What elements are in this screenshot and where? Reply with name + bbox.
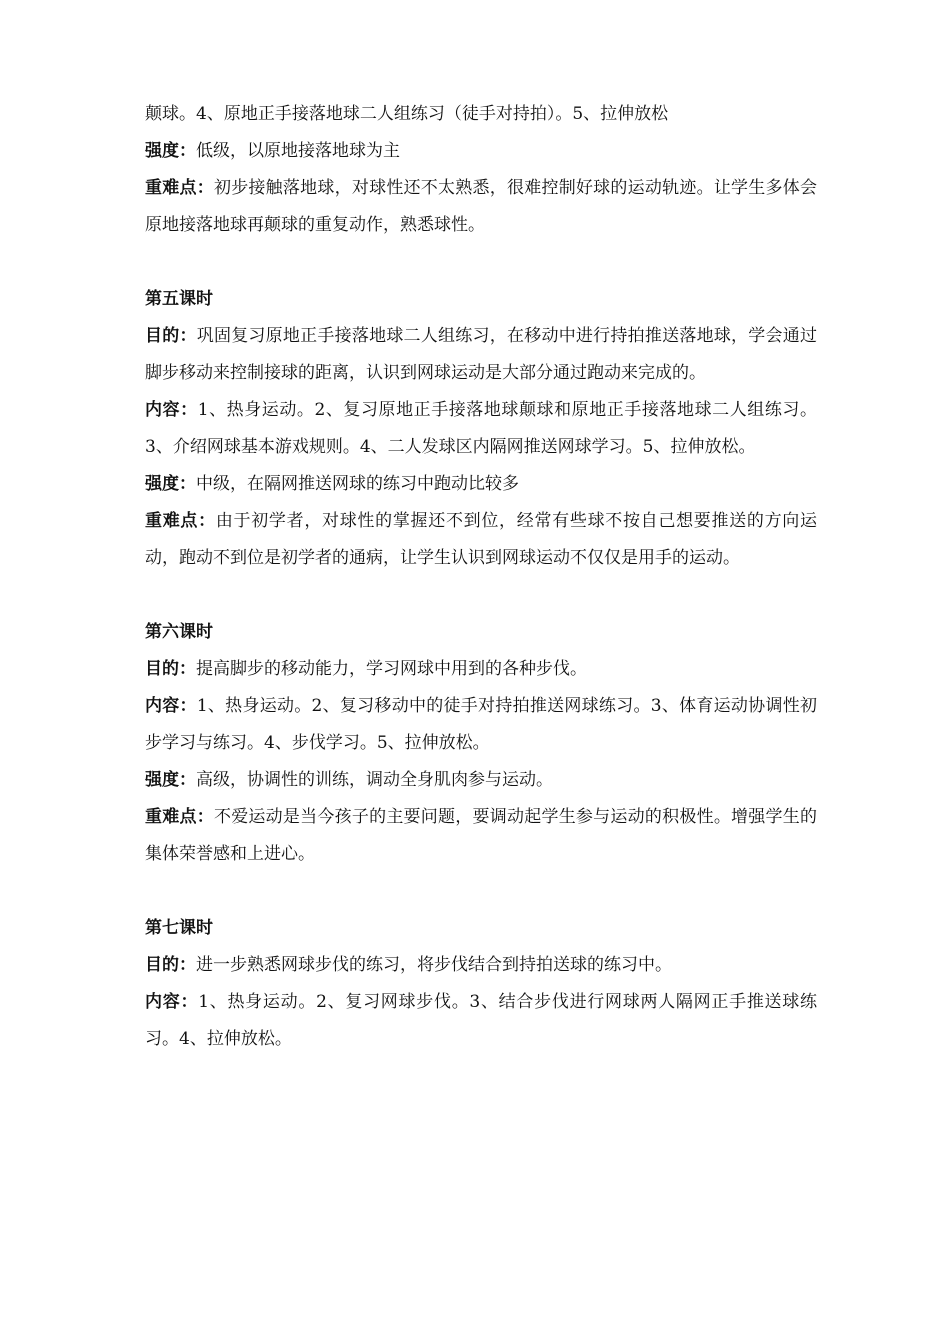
- content-text: 1、热身运动。2、复习移动中的徒手对持拍推送网球练习。3、体育运动协调性初步学习与练习。4、步伐学习。5、拉伸放松。: [145, 696, 817, 753]
- lesson5-content: [145, 392, 817, 466]
- difficulty-text: 不爱运动是当今孩子的主要问题，要调动起学生参与运动的积极性。增强学生的集体荣誉感和上进心。: [145, 807, 818, 864]
- difficulty-label: 重难点：: [145, 178, 214, 198]
- lesson6-intensity: [145, 762, 817, 799]
- goal-text: 提高脚步的移动能力，学习网球中用到的各种步伐。: [196, 659, 587, 679]
- section-gap: [145, 244, 817, 281]
- lesson5-intensity: [145, 466, 817, 503]
- lesson7-content: [145, 984, 817, 1058]
- goal-text: 进一步熟悉网球步伐的练习，将步伐结合到持拍送球的练习中。: [196, 955, 672, 975]
- goal-label: 目的：: [145, 326, 197, 346]
- intensity-text: 中级，在隔网推送网球的练习中跑动比较多: [196, 474, 519, 494]
- intro-intensity: [145, 133, 817, 170]
- difficulty-label: 重难点：: [145, 807, 214, 827]
- content-label: 内容：: [145, 992, 199, 1012]
- lesson6-difficulty: [145, 799, 817, 873]
- lesson5-difficulty: [145, 503, 817, 577]
- section-gap: [145, 873, 817, 910]
- content-text: 1、热身运动。2、复习原地正手接落地球颠球和原地正手接落地球二人组练习。3、介绍网球基本游戏规则。4、二人发球区内隔网推送网球学习。5、拉伸放松。: [145, 400, 817, 457]
- document-page: [145, 96, 817, 1058]
- intro-content-tail: 颠球。4、原地正手接落地球二人组练习（徒手对持拍）。5、拉伸放松: [145, 104, 669, 124]
- intensity-text: 高级，协调性的训练，调动全身肌肉参与运动。: [196, 770, 553, 790]
- lesson6-goal: [145, 651, 817, 688]
- lesson5-title: 第五课时: [145, 289, 213, 309]
- intensity-label: 强度：: [145, 141, 196, 161]
- difficulty-text: 由于初学者，对球性的掌握还不到位，经常有些球不按自己想要推送的方向运动，跑动不到位是初学者的通病，让学生认识到网球运动不仅仅是用手的运动。: [145, 511, 818, 568]
- content-label: 内容：: [145, 400, 198, 420]
- intensity-label: 强度：: [145, 770, 196, 790]
- intensity-text: 低级，以原地接落地球为主: [196, 141, 400, 161]
- lesson6-title: 第六课时: [145, 622, 213, 642]
- content-label: 内容：: [145, 696, 197, 716]
- goal-text: 巩固复习原地正手接落地球二人组练习，在移动中进行持拍推送落地球，学会通过脚步移动来控制接球的距离，认识到网球运动是大部分通过跑动来完成的。: [145, 326, 818, 383]
- goal-label: 目的：: [145, 659, 196, 679]
- lesson5-goal: [145, 318, 817, 392]
- difficulty-text: 初步接触落地球，对球性还不太熟悉，很难控制好球的运动轨迹。让学生多体会原地接落地球再颠球的重复动作，熟悉球性。: [145, 178, 818, 235]
- intro-difficulty: [145, 170, 817, 244]
- section-gap: [145, 577, 817, 614]
- lesson7-goal: [145, 947, 817, 984]
- lesson7-title: 第七课时: [145, 918, 213, 938]
- goal-label: 目的：: [145, 955, 196, 975]
- intensity-label: 强度：: [145, 474, 196, 494]
- difficulty-label: 重难点：: [145, 511, 216, 531]
- lesson6-content: [145, 688, 817, 762]
- content-text: 1、热身运动。2、复习网球步伐。3、结合步伐进行网球两人隔网正手推送球练习。4、拉伸放松。: [145, 992, 818, 1049]
